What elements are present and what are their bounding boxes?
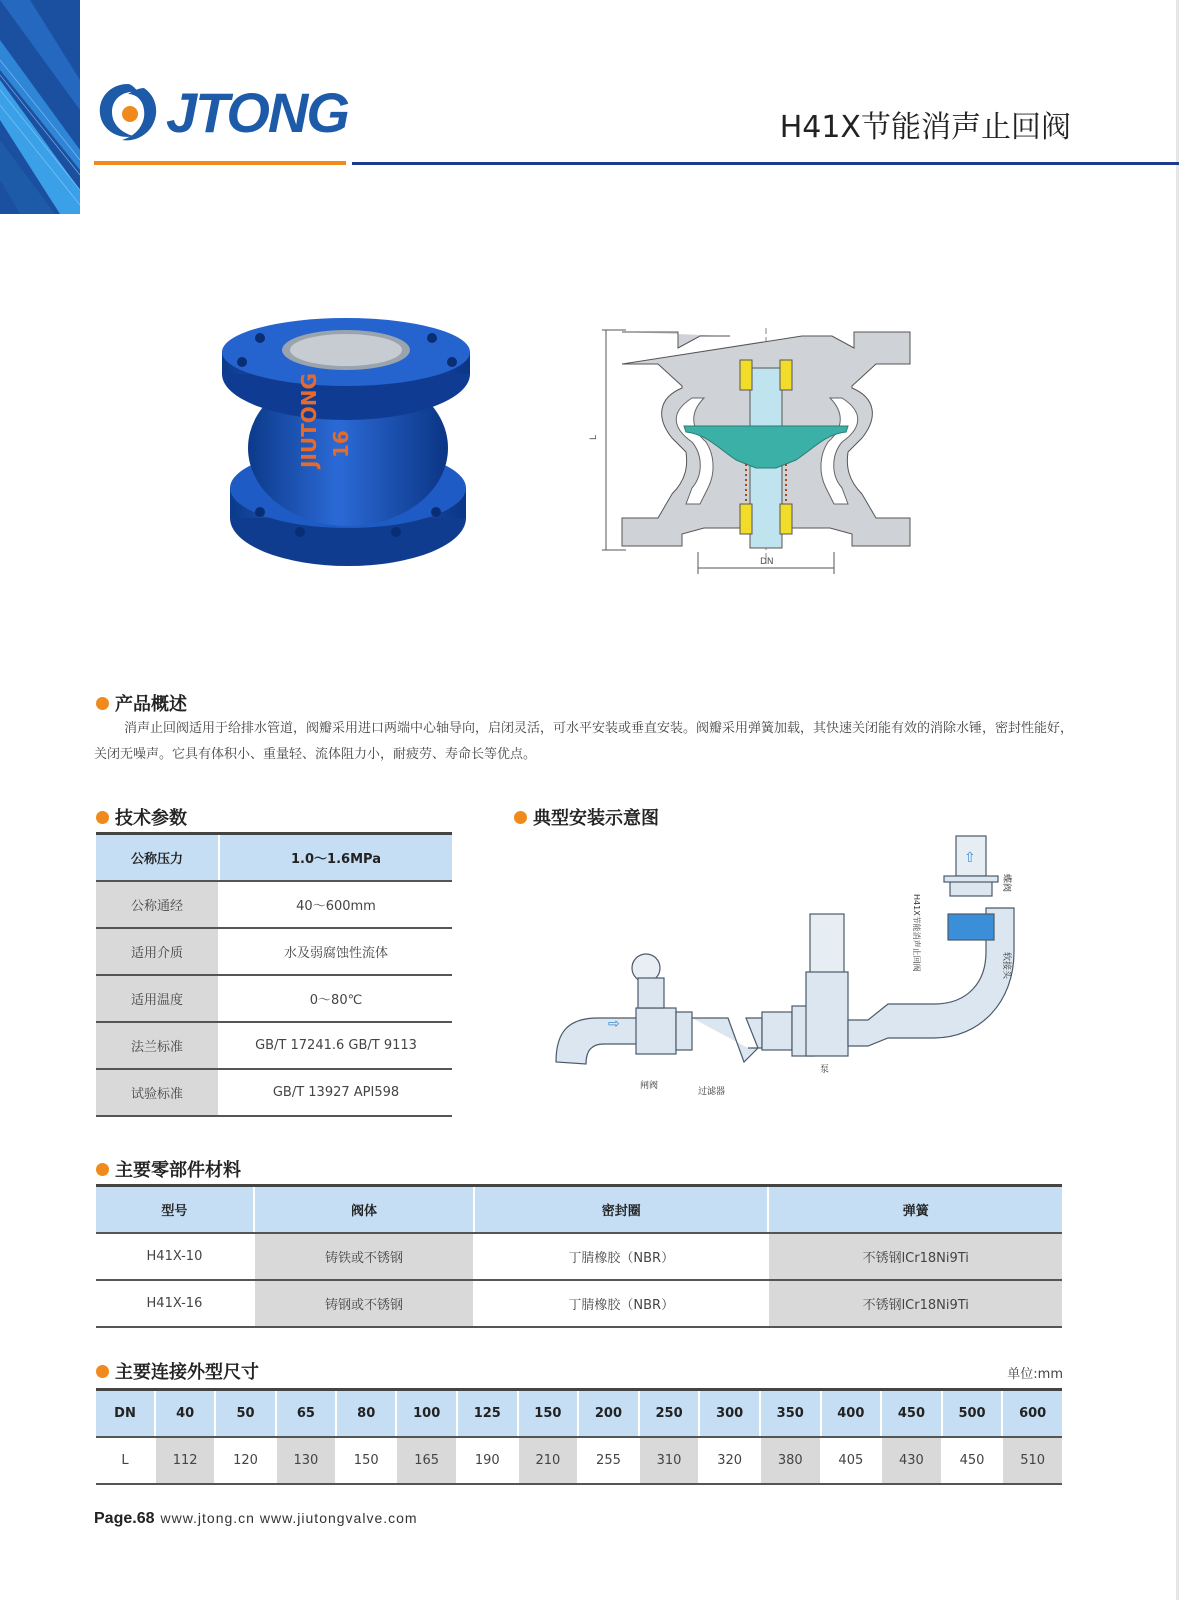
table-row [96,1233,1062,1280]
install-diagram [548,832,1028,1102]
col-header: 150 [518,1390,579,1438]
table-row [96,1437,1062,1484]
table-row [96,834,452,882]
cell: 130 [276,1437,336,1484]
cell: H41X-16 [96,1280,254,1327]
cell: 165 [396,1437,457,1484]
cell: 405 [821,1437,882,1484]
cell: 380 [760,1437,821,1484]
col-header: 型号 [96,1186,254,1234]
param-name: 试验标准 [96,1069,219,1116]
col-header: 阀体 [254,1186,474,1234]
logo-text: JTONG [166,81,348,144]
col-header: 350 [760,1390,821,1438]
brand-logo [94,78,354,148]
label-pump: 泵 [820,1065,830,1075]
cell: 210 [518,1437,579,1484]
param-value: 0～80℃ [219,975,452,1022]
param-name: 公称通经 [96,881,219,928]
cell: 430 [881,1437,942,1484]
col-header: 65 [276,1390,336,1438]
table-row [96,881,452,928]
svg-text:⇧: ⇧ [964,850,976,866]
col-header: 40 [155,1390,215,1438]
table-row [96,1280,1062,1327]
corner-decoration [0,0,80,214]
label-check-valve: H41X节能消声止回阀 [912,894,921,972]
dn-dim-label: DN [760,557,774,567]
param-value: 水及弱腐蚀性流体 [219,928,452,975]
cell: 190 [457,1437,518,1484]
cell: 丁腈橡胶（NBR） [474,1280,768,1327]
cell: 310 [639,1437,700,1484]
col-header: 80 [336,1390,396,1438]
param-name: 适用温度 [96,975,219,1022]
param-value: GB/T 13927 API598 [219,1069,452,1116]
length-dim-label: L [589,434,599,440]
bullet-dot-icon [96,1163,109,1176]
col-header: 弹簧 [768,1186,1062,1234]
param-name: 适用介质 [96,928,219,975]
cell: 450 [942,1437,1003,1484]
col-header: 400 [821,1390,882,1438]
param-name: 法兰标准 [96,1022,219,1069]
col-header: 500 [942,1390,1003,1438]
cell: 150 [336,1437,396,1484]
page-number: Page.68 [94,1510,155,1527]
table-row [96,975,452,1022]
param-name: 公称压力 [96,834,219,882]
unit-label: 单位:mm [1007,1367,1063,1382]
header-rule-orange [94,161,346,165]
dims-heading: 主要连接外型尺寸 [96,1358,259,1384]
cell: 不锈钢lCr18Ni9Ti [768,1280,1062,1327]
label-filter: 过滤器 [698,1087,726,1097]
label-butterfly: 蝶阀 [1001,874,1011,893]
photo-mark-text: JIUTONG [297,373,321,468]
cell: 铸钢或不锈钢 [254,1280,474,1327]
table-row [96,928,452,975]
col-header: 250 [639,1390,700,1438]
cell: 255 [578,1437,639,1484]
cell: 铸铁或不锈钢 [254,1233,474,1280]
product-photo [220,318,480,588]
overview-heading: 产品概述 [96,690,187,716]
photo-mark-pn: 16 [329,430,353,458]
header-rule-blue [352,162,1179,165]
col-header: 300 [699,1390,760,1438]
col-header: 125 [457,1390,518,1438]
bullet-dot-icon [96,697,109,710]
footer-urls: www.jtong.cn www.jiutongvalve.com [160,1510,418,1526]
cell: 510 [1002,1437,1062,1484]
cell: 320 [699,1437,760,1484]
cell: 112 [155,1437,215,1484]
label-gate-valve: 闸阀 [640,1081,659,1091]
footer [94,1510,418,1528]
dims-table [96,1388,1062,1485]
param-value: 40～600mm [219,881,452,928]
col-header: 600 [1002,1390,1062,1438]
materials-table [96,1184,1062,1328]
param-value: 1.0～1.6MPa [219,834,452,882]
param-value: GB/T 17241.6 GB/T 9113 [219,1022,452,1069]
svg-text:⇨: ⇨ [608,1016,620,1032]
cell: 丁腈橡胶（NBR） [474,1233,768,1280]
table-row [96,1022,452,1069]
materials-heading: 主要零部件材料 [96,1156,241,1182]
page-title: H41X节能消声止回阀 [779,110,1071,145]
col-header: DN [96,1390,155,1438]
col-header: 50 [215,1390,275,1438]
col-header: 密封圈 [474,1186,768,1234]
bullet-dot-icon [514,811,527,824]
cell: L [96,1437,155,1484]
cell: 120 [215,1437,275,1484]
col-header: 100 [396,1390,457,1438]
tech-params-table [96,832,452,1117]
col-header: 200 [578,1390,639,1438]
tech-heading: 技术参数 [96,804,187,830]
overview-text: 消声止回阀适用于给排水管道，阀瓣采用进口两端中心轴导向，启闭灵活，可水平安装或垂直安装。阀瓣采用弹簧加载，其快速关闭能有效的消除水锤，密封性能好，关闭无噪声。它具有体积小、重量轻、流体阻力小，耐疲劳、寿命长等优点。 [94,721,1074,762]
label-joint: 软接头 [1001,952,1011,980]
table-row [96,1069,452,1116]
table-header-row [96,1186,1062,1234]
section-drawing [589,328,940,588]
bullet-dot-icon [96,1365,109,1378]
cell: H41X-10 [96,1233,254,1280]
cell: 不锈钢lCr18Ni9Ti [768,1233,1062,1280]
install-heading: 典型安装示意图 [514,804,659,830]
logo-mark-icon [94,78,162,146]
table-header-row [96,1390,1062,1438]
col-header: 450 [881,1390,942,1438]
bullet-dot-icon [96,811,109,824]
